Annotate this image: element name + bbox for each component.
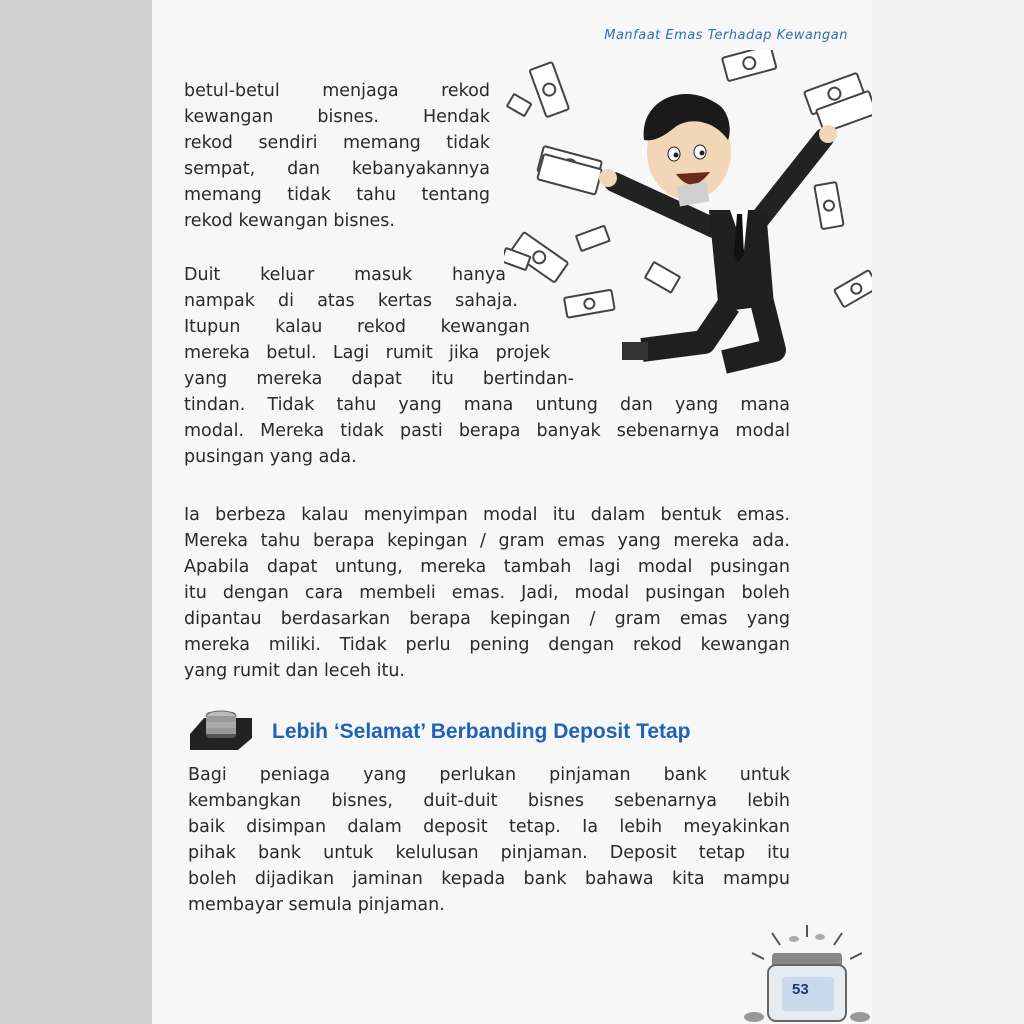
paragraph-1 [184, 78, 490, 234]
text-line: tindan. Tidak tahu yang mana untung dan yang mana [184, 395, 790, 415]
text-line: dipantau berdasarkan berapa kepingan / gram emas yang [184, 609, 790, 629]
text-line: Mereka tahu berapa kepingan / gram emas yang mereka ada. [184, 531, 790, 551]
paragraph-4 [188, 762, 790, 918]
text-line: mereka miliki. Tidak perlu pening dengan rekod kewangan [184, 635, 790, 655]
background-right [872, 0, 1024, 1024]
paragraph-3 [184, 502, 790, 684]
text-line: modal. Mereka tidak pasti berapa banyak sebenarnya modal [184, 421, 790, 441]
text-line: Apabila dapat untung, mereka tambah lagi modal pusingan [184, 557, 790, 577]
text-line: betul-betul menjaga rekod [184, 81, 490, 101]
book-page [152, 0, 872, 1024]
paragraph-2 [184, 262, 790, 470]
running-header: Manfaat Emas Terhadap Kewangan [604, 28, 848, 43]
text-line: nampak di atas kertas sahaja. [184, 291, 518, 311]
text-line: rekod sendiri memang tidak [184, 133, 490, 153]
background-left [0, 0, 152, 1024]
text-line: pusingan yang ada. [184, 447, 357, 467]
text-line: memang tidak tahu tentang [184, 185, 490, 205]
text-line: rekod kewangan bisnes. [184, 211, 395, 231]
text-line: mereka betul. Lagi rumit jika projek [184, 343, 550, 363]
coin-stack-icon [186, 708, 258, 752]
page-number: 53 [792, 981, 809, 998]
text-line: kembangkan bisnes, duit-duit bisnes sebenarnya lebih [188, 791, 790, 811]
text-line: yang rumit dan leceh itu. [184, 661, 405, 681]
text-line: boleh dijadikan jaminan kepada bank bahawa kita mampu [188, 869, 790, 889]
text-line: yang mereka dapat itu bertindan- [184, 369, 574, 389]
text-line: Bagi peniaga yang perlukan pinjaman bank untuk [188, 765, 790, 785]
text-line: kewangan bisnes. Hendak [184, 107, 490, 127]
text-line: pihak bank untuk kelulusan pinjaman. Deposit tetap itu [188, 843, 790, 863]
coin-jar-icon [742, 925, 872, 1024]
text-line: itu dengan cara membeli emas. Jadi, modal pusingan boleh [184, 583, 790, 603]
text-line: membayar semula pinjaman. [188, 895, 445, 915]
text-line: sempat, dan kebanyakannya [184, 159, 490, 179]
section-heading: Lebih ‘Selamat’ Berbanding Deposit Tetap [272, 720, 691, 743]
text-line: Itupun kalau rekod kewangan [184, 317, 530, 337]
text-line: baik disimpan dalam deposit tetap. Ia lebih meyakinkan [188, 817, 790, 837]
text-line: Ia berbeza kalau menyimpan modal itu dalam bentuk emas. [184, 505, 790, 525]
text-line: Duit keluar masuk hanya [184, 265, 506, 285]
